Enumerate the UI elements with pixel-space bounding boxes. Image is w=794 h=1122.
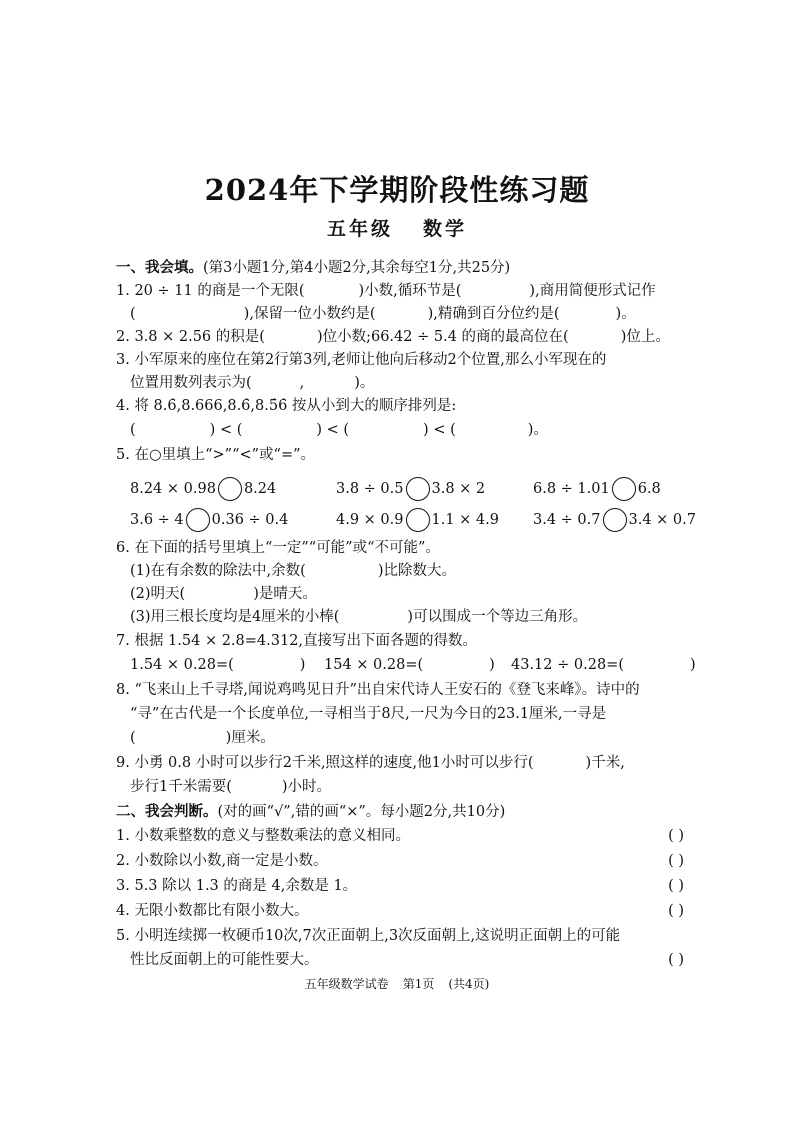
question-6: 6. 在下面的括号里填上“一定”“可能”或“不可能”。 xyxy=(116,540,440,556)
answer-circle[interactable] xyxy=(603,508,627,532)
judge-item-5-line1: 5. 小明连续掷一枚硬币10次,7次正面朝上,3次反面朝上,这说明正面朝上的可能 xyxy=(116,928,621,944)
page-footer: 五年级数学试卷 第1页 (共4页) xyxy=(304,977,490,991)
question-9-line2: 步行1千米需要( )小时。 xyxy=(130,779,332,795)
answer-circle[interactable] xyxy=(406,477,430,501)
compare-item-6: 3.4 ÷ 0.7 3.4 × 0.7 xyxy=(533,508,696,532)
compare-item-2: 3.8 ÷ 0.5 3.8 × 2 xyxy=(336,477,485,501)
answer-circle[interactable] xyxy=(406,508,430,532)
page-title: 2024年下学期阶段性练习题 xyxy=(204,173,590,207)
question-7: 7. 根据 1.54 × 2.8=4.312,直接写出下面各题的得数。 xyxy=(116,633,478,649)
question-8-line1: 8. “飞来山上千寻塔,闻说鸡鸣见日升”出自宋代诗人王安石的《登飞来峰》。诗中的 xyxy=(116,682,640,698)
judge-item-5-line2: 性比反面朝上的可能性要大。 ( ) xyxy=(130,952,684,968)
judge-item-2: 2. 小数除以小数,商一定是小数。 ( ) xyxy=(116,853,684,869)
compare-item-3: 6.8 ÷ 1.01 6.8 xyxy=(533,477,661,501)
answer-paren[interactable]: ( ) xyxy=(668,828,684,844)
page-subtitle xyxy=(0,214,794,241)
question-2: 2. 3.8 × 2.56 的积是( )位小数;66.42 ÷ 5.4 的商的最高位在( )位上。 xyxy=(116,329,670,345)
answer-paren[interactable]: ( ) xyxy=(668,952,684,968)
compare-item-4: 3.6 ÷ 4 0.36 ÷ 0.4 xyxy=(130,508,288,532)
compare-item-1: 8.24 × 0.98 8.24 xyxy=(130,477,276,501)
subject-label: 数学 xyxy=(423,218,468,240)
question-1-line1: 1. 20 ÷ 11 的商是一个无限( )小数,循环节是( ),商用简便形式记作 xyxy=(116,283,656,299)
judge-item-4: 4. 无限小数都比有限小数大。 ( ) xyxy=(116,903,684,919)
question-1-line2: ( ),保留一位小数约是( ),精确到百分位约是( )。 xyxy=(130,306,636,322)
question-9-line1: 9. 小勇 0.8 小时可以步行2千米,照这样的速度,他1小时可以步行( )千米, xyxy=(116,755,625,771)
answer-paren[interactable]: ( ) xyxy=(668,878,684,894)
judge-item-1: 1. 小数乘整数的意义与整数乘法的意义相同。 ( ) xyxy=(116,828,684,844)
question-8-line2: “寻”在古代是一个长度单位,一寻相当于8尺,一尺为今日的23.1厘米,一寻是 xyxy=(130,706,607,722)
question-3-line1: 3. 小军原来的座位在第2行第3列,老师让他向后移动2个位置,那么小军现在的 xyxy=(116,352,607,368)
section1-heading: 一、我会填。(第3小题1分,第4小题2分,其余每空1分,共25分) xyxy=(116,259,511,276)
question-8-line3: ( )厘米。 xyxy=(130,730,275,746)
question-4-line1: 4. 将 8.6̇,8.666,8.6̇,8.5̇6̇ 按从小到大的顺序排列是: xyxy=(116,398,457,414)
section2-heading: 二、我会判断。(对的画“√”,错的画“×”。每小题2分,共10分) xyxy=(116,803,506,820)
section2-note: (对的画“√”,错的画“×”。每小题2分,共10分) xyxy=(217,804,506,820)
section1-note: (第3小题1分,第4小题2分,其余每空1分,共25分) xyxy=(203,260,511,276)
question-4-line2: ( ) < ( ) < ( ) < ( )。 xyxy=(130,422,548,438)
compare-item-5: 4.9 × 0.9 1.1 × 4.9 xyxy=(336,508,499,532)
answer-circle[interactable] xyxy=(218,477,242,501)
question-6-2: (2)明天( )是晴天。 xyxy=(130,586,317,602)
grade-label: 五年级 xyxy=(326,218,393,240)
question-5: 5. 在○里填上“>”“<”或“=”。 xyxy=(116,447,316,463)
exam-page: 2024年下学期阶段性练习题 五年级 数学 一、我会填。(第3小题1分,第4小题2分,其余每空1分,共25分) 1. 20 ÷ 11 的商是一个无限( )小数,循环节是( ),商用简便形式记作 ( ),保留一位小数约是( ),精确到百分位约是( )。 2. 3.8 × 2.56 的积是( )位小数;66.42 ÷ 5.4 的商的最高位在( )位上。 3. 小军原来的座位在第2行第3列,老师让他向后移动2个位置,那么小军现在的 位置用数列表示为( , )。 4. 将 8.6̇,8.666,8.6̇,8.5̇6̇ 按从小到大的顺序排列是: ( ) < ( ) < ( ) < ( )。 5. 在○里填上“>”“<”或“=”。 8.24 × 0.98 8.24 3.8 ÷ 0.5 3.8 × 2 6.8 ÷ 1.01 6.8 3.6 ÷ 4 0.36 ÷ 0.4 4.9 × 0.9 1.1 × 4.9 3.4 ÷ 0.7 3.4 × 0.7 6. 在下面的括号里填上“一定”“可能”或“不可能”。 (1)在有余数的除法中,余数( )比除数大。 (2)明天( )是晴天。 (3)用三根长度均是4厘米的小棒( )可以围成一个等边三角形。 7. 根据 1.54 × 2.8=4.312,直接写出下面各题的得数。 1.54 × 0.28=( ) 154 × 0.28=( ) 43.12 ÷ 0.28=( ) 8. “飞来山上千寻塔,闻说鸡鸣见日升”出自宋代诗人王安石的《登飞来峰》。诗中的 “寻”在古代是一个长度单位,一寻相当于8尺,一尺为今日的23.1厘米,一寻是 ( )厘米。 9. 小勇 0.8 小时可以步行2千米,照这样的速度,他1小时可以步行( )千米, 步行1千米需要( )小时。 二、我会判断。(对的画“√”,错的画“×”。每小题2分,共10分) 1. 小数乘整数的意义与整数乘法的意义相同。 ( ) 2. 小数除以小数,商一定是小数。 ( ) 3. 5.3 除以 1.3 的商是 4,余数是 1。 ( ) 4. 无限小数都比有限小数大。 ( ) 5. 小明连续掷一枚硬币10次,7次正面朝上,3次反面朝上,这说明正面朝上的可能 性比反面朝上的可能性要大。 ( ) 五年级数学试卷 第1页 (共4页) xyxy=(0,0,794,1122)
answer-paren[interactable]: ( ) xyxy=(668,853,684,869)
answer-circle[interactable] xyxy=(612,477,636,501)
answer-paren[interactable]: ( ) xyxy=(668,903,684,919)
judge-item-3: 3. 5.3 除以 1.3 的商是 4,余数是 1。 ( ) xyxy=(116,878,684,894)
question-3-line2: 位置用数列表示为( , )。 xyxy=(130,375,375,391)
answer-circle[interactable] xyxy=(186,508,210,532)
question-6-1: (1)在有余数的除法中,余数( )比除数大。 xyxy=(130,563,456,579)
question-6-3: (3)用三根长度均是4厘米的小棒( )可以围成一个等边三角形。 xyxy=(130,609,588,625)
